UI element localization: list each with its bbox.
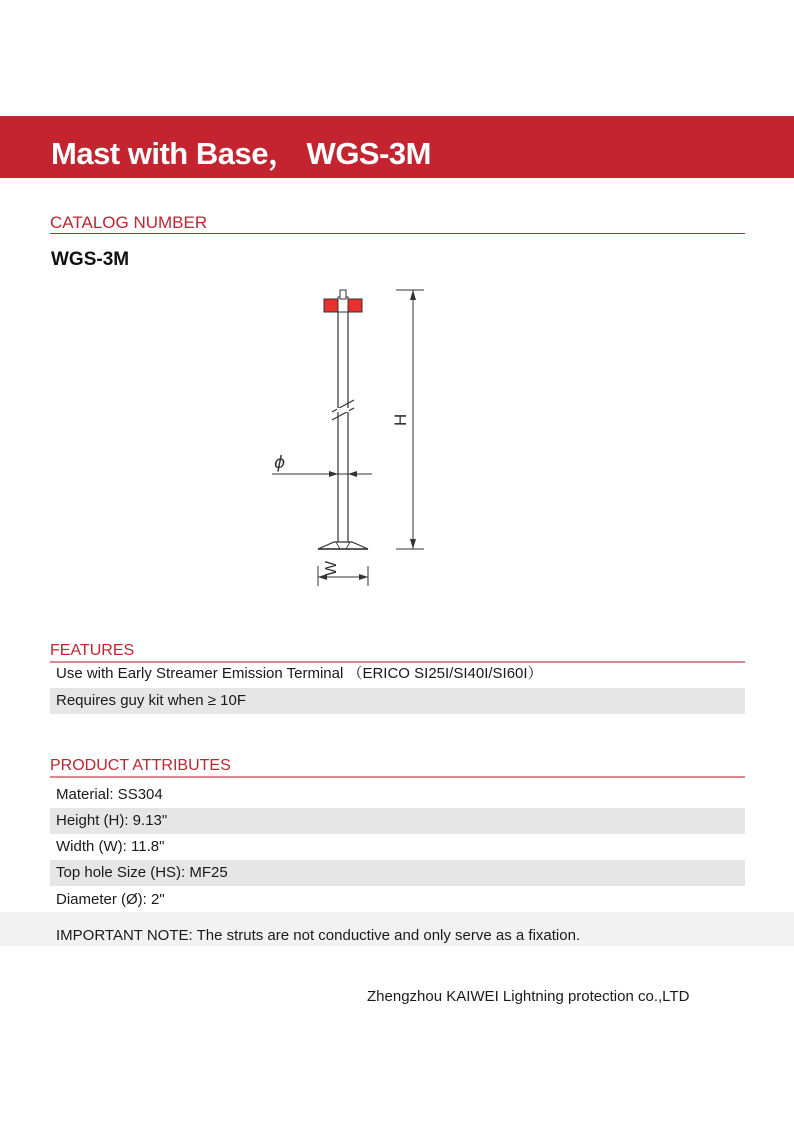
page-title: Mast with Base， WGS-3M bbox=[51, 136, 431, 171]
top-bolt bbox=[340, 290, 346, 299]
catalog-number: WGS-3M bbox=[51, 249, 130, 270]
feature-row bbox=[50, 688, 745, 714]
features-heading: FEATURES bbox=[50, 641, 745, 663]
attributes-heading: PRODUCT ATTRIBUTES bbox=[50, 756, 745, 778]
company-footer: Zhengzhou KAIWEI Lightning protection co.,LTD bbox=[367, 988, 690, 1005]
attribute-text: Height (H): 9.13" bbox=[56, 812, 168, 829]
title-banner bbox=[0, 116, 794, 178]
important-note bbox=[0, 912, 794, 946]
base-plate bbox=[318, 542, 368, 549]
top-clamp-left bbox=[324, 299, 338, 312]
width-label: W bbox=[323, 560, 340, 576]
important-note-text: IMPORTANT NOTE: The struts are not conductive and only serve as a fixation. bbox=[56, 927, 581, 944]
top-clamp-right bbox=[348, 299, 362, 312]
attribute-text: Diameter (Ø): 2" bbox=[56, 891, 165, 908]
diameter-label: ϕ bbox=[274, 453, 286, 473]
feature-row bbox=[50, 661, 745, 687]
mast-diagram bbox=[262, 282, 432, 592]
attribute-row bbox=[50, 834, 745, 860]
attribute-row bbox=[50, 808, 745, 834]
feature-text: Use with Early Streamer Emission Terminal （ERICO SI25I/SI40I/SI60I） bbox=[56, 665, 543, 682]
attribute-row bbox=[50, 887, 745, 913]
height-label: H bbox=[391, 413, 410, 426]
attribute-row bbox=[50, 782, 745, 808]
feature-text: Requires guy kit when ≥ 10F bbox=[56, 692, 246, 709]
attribute-row bbox=[50, 860, 745, 886]
attribute-text: Width (W): 11.8" bbox=[56, 838, 165, 855]
attribute-text: Top hole Size (HS): MF25 bbox=[56, 864, 228, 881]
catalog-heading: CATALOG NUMBER bbox=[50, 213, 745, 234]
attribute-text: Material: SS304 bbox=[56, 786, 163, 803]
